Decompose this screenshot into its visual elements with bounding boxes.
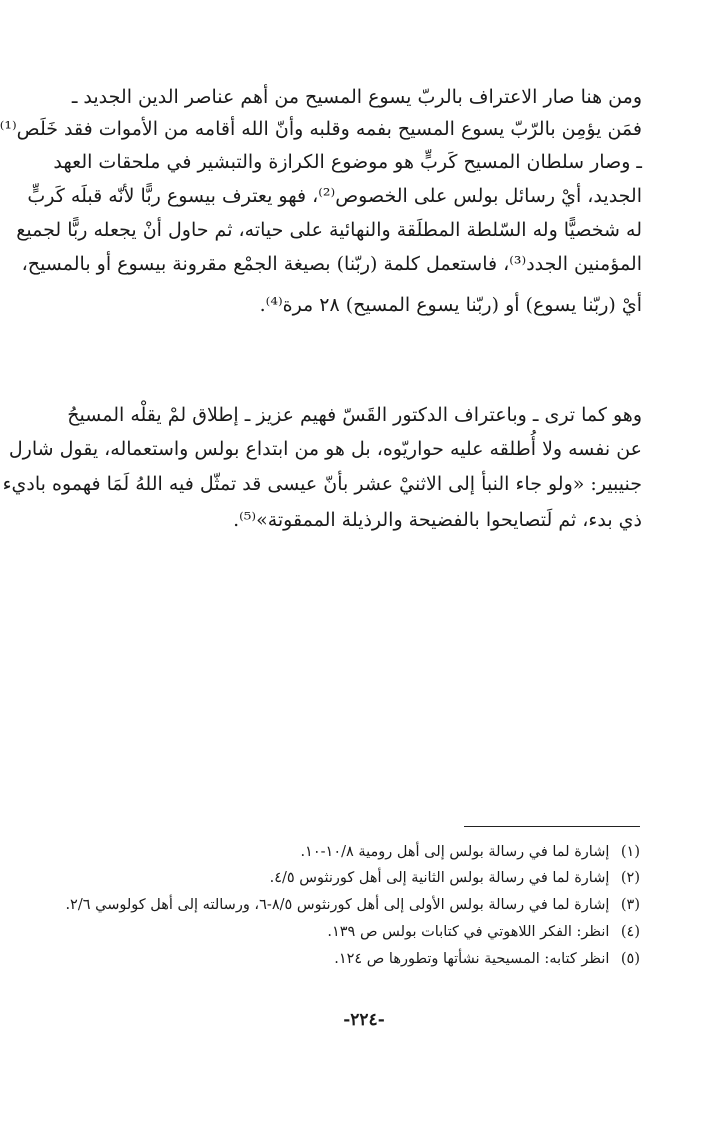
page-number: -٢٢٤- [343,1010,385,1030]
body-line: وهو كما ترى ـ وباعتراف الدكتور القَسّ فهيم عزيز ـ إطلاق لمْ يقلْه المسيحُ [67,404,642,426]
footnote [80,948,640,972]
body-line: أيْ (ربّنا يسوع) أو (ربّنا يسوع المسيح) ٢٨ مرة⁽⁴⁾. [259,294,642,316]
footnote [80,921,640,945]
footnote-number: (٢) [620,870,640,886]
footnote [65,894,640,918]
body-line: المؤمنين الجدد⁽³⁾، فاستعمل كلمة (ربّنا) بصيغة الجمْع مقرونة بيسوع أو بالمسيح، [21,253,642,275]
footnote-number: (٥) [620,951,640,967]
footnote-text: انظر: الفكر اللاهوتي في كتابات بولس ص ١٣٩. [327,924,610,940]
footnote-number: (٣) [620,897,640,913]
body-line: عن نفسه ولا أُطلقه عليه حواريّوه، بل هو من ابتداع بولس واستعماله، يقول شارل [8,438,642,460]
body-line: ومن هنا صار الاعتراف بالربّ يسوع المسيح من أهم عناصر الدين الجديد ـ [71,86,642,108]
footnote [80,867,640,891]
footnote-text: انظر كتابه: المسيحية نشأتها وتطورها ص ١٢٤. [334,951,610,967]
body-line: الجديد، أيْ رسائل بولس على الخصوص⁽²⁾، فهو يعترف بيسوع ربًّا لأنّه قبلَه كَربٍّ [27,185,642,207]
footnote-text: إشارة لما في رسالة بولس الأولى إلى أهل كورنثوس ٨/٥-٦، ورسالته إلى أهل كولوسي ٢/٦. [65,897,610,913]
body-line: ذي بدء، ثم لَتصايحوا بالفضيحة والرذيلة الممقوتة»⁽⁵⁾. [233,509,642,531]
footnote-separator [464,826,640,827]
footnote-number: (١) [620,844,640,860]
body-line: له شخصيًّا وله السّلطة المطلَقة والنهائية على حياته، ثم حاول أنْ يجعله ربًّا لجميع [16,219,642,241]
footnote-text: إشارة لما في رسالة بولس الثانية إلى أهل كورنثوس ٤/٥. [269,870,610,886]
body-line: ـ وصار سلطان المسيح كَربٍّ هو موضوع الكرازة والتبشير في ملحقات العهد [53,151,642,173]
footnote-number: (٤) [620,924,640,940]
footnote-text: إشارة لما في رسالة بولس إلى أهل رومية ١٠/٨-١٠. [300,844,610,860]
body-line: جنيبير: «ولو جاء النبأ إلى الاثنيْ عشر بأنّ عيسى قد تمثّل فيه اللهُ لَمَا فهموه باديء [2,473,642,495]
footnote [80,841,640,865]
body-line: فمَن يؤمِن بالرّبّ يسوع المسيح بفمه وقلبه وأنّ الله أقامه من الأموات فقد خَلَص⁽¹⁾ [0,118,642,140]
